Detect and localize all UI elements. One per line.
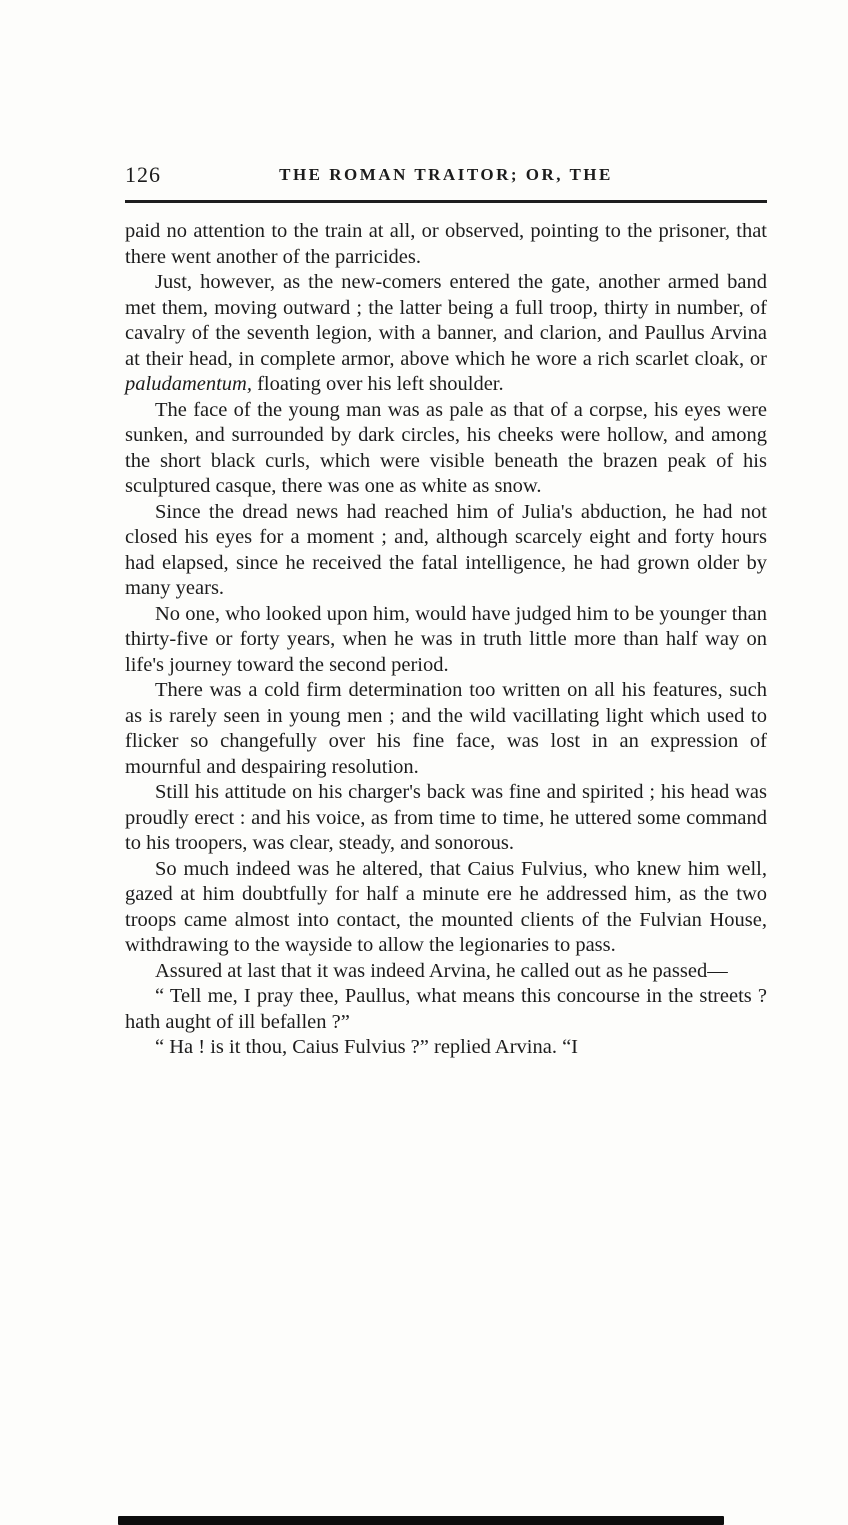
- paragraph: [125, 780, 767, 857]
- paragraph: [125, 1035, 767, 1061]
- paragraph: [125, 219, 767, 270]
- page-number: 126: [125, 162, 161, 187]
- text-run: The face of the young man was as pale as that of a corpse, his eyes were sunken, and surrounded by dark circles, his cheeks were hollow, and among the short black curls, which were visible beneath the brazen peak of his sculptured casque, there was one as white as snow.: [125, 398, 767, 497]
- text-run: Since the dread news had reached him of Julia's abduction, he had not closed his eyes for a moment ; and, although scarcely eight and forty hours had elapsed, since he received the fatal intelligence, he had grown older by many years.: [125, 500, 767, 599]
- italic-text-run: paludamentum,: [125, 373, 252, 395]
- page-header: [125, 162, 767, 192]
- text-run: floating over his left shoulder.: [251, 373, 504, 395]
- paragraph: [125, 857, 767, 959]
- scan-artifact-bar: [118, 1516, 724, 1525]
- paragraph: [125, 602, 767, 679]
- text-run: So much indeed was he altered, that Caius Fulvius, who knew him well, gazed at him doubtfully for half a minute ere he addressed him, as the two troops came almost into contact, the mounted clients of the Fulvian House, withdrawing to the wayside to allow the legionaries to pass.: [125, 857, 767, 956]
- text-run: Assured at last that it was indeed Arvina, he called out as he passed—: [155, 959, 728, 982]
- paragraph: [125, 959, 767, 985]
- text-run: “ Ha ! is it thou, Caius Fulvius ?” replied Arvina. “I: [155, 1036, 579, 1058]
- paragraph: [125, 678, 767, 780]
- text-run: “ Tell me, I pray thee, Paullus, what means this concourse in the streets ? hath aught of ill befallen ?”: [125, 985, 767, 1033]
- header-rule: [125, 200, 767, 203]
- text-run: paid no attention to the train at all, or observed, pointing to the prisoner, that there went another of the parricides.: [125, 220, 767, 268]
- text-run: Just, however, as the new-comers entered the gate, another armed band met them, moving outward ; the latter being a full troop, thirty in number, of cavalry of the seventh legion, with a banner, and clarion, and Paullus Arvina at their head, in complete armor, above which he wore a rich scarlet cloak, or: [125, 271, 767, 370]
- paragraph: [125, 270, 767, 398]
- text-block: [125, 219, 767, 1061]
- paragraph: [125, 500, 767, 602]
- paragraph: [125, 984, 767, 1035]
- text-run: No one, who looked upon him, would have judged him to be younger than thirty-five or forty years, when he was in truth little more than half way on life's journey toward the second period.: [125, 602, 767, 676]
- running-title: THE ROMAN TRAITOR; OR, THE: [279, 165, 613, 184]
- text-run: There was a cold firm determination too written on all his features, such as is rarely seen in young men ; and the wild vacillating light which used to flicker so changefully over his fine face, was lost in an expression of mournful and despairing resolution.: [125, 679, 767, 778]
- text-run: Still his attitude on his charger's back was fine and spirited ; his head was proudly erect : and his voice, as from time to time, he uttered some command to his troopers, was clear, steady, and sonorous.: [125, 781, 767, 854]
- paragraph: [125, 398, 767, 500]
- page-content: [125, 162, 767, 1061]
